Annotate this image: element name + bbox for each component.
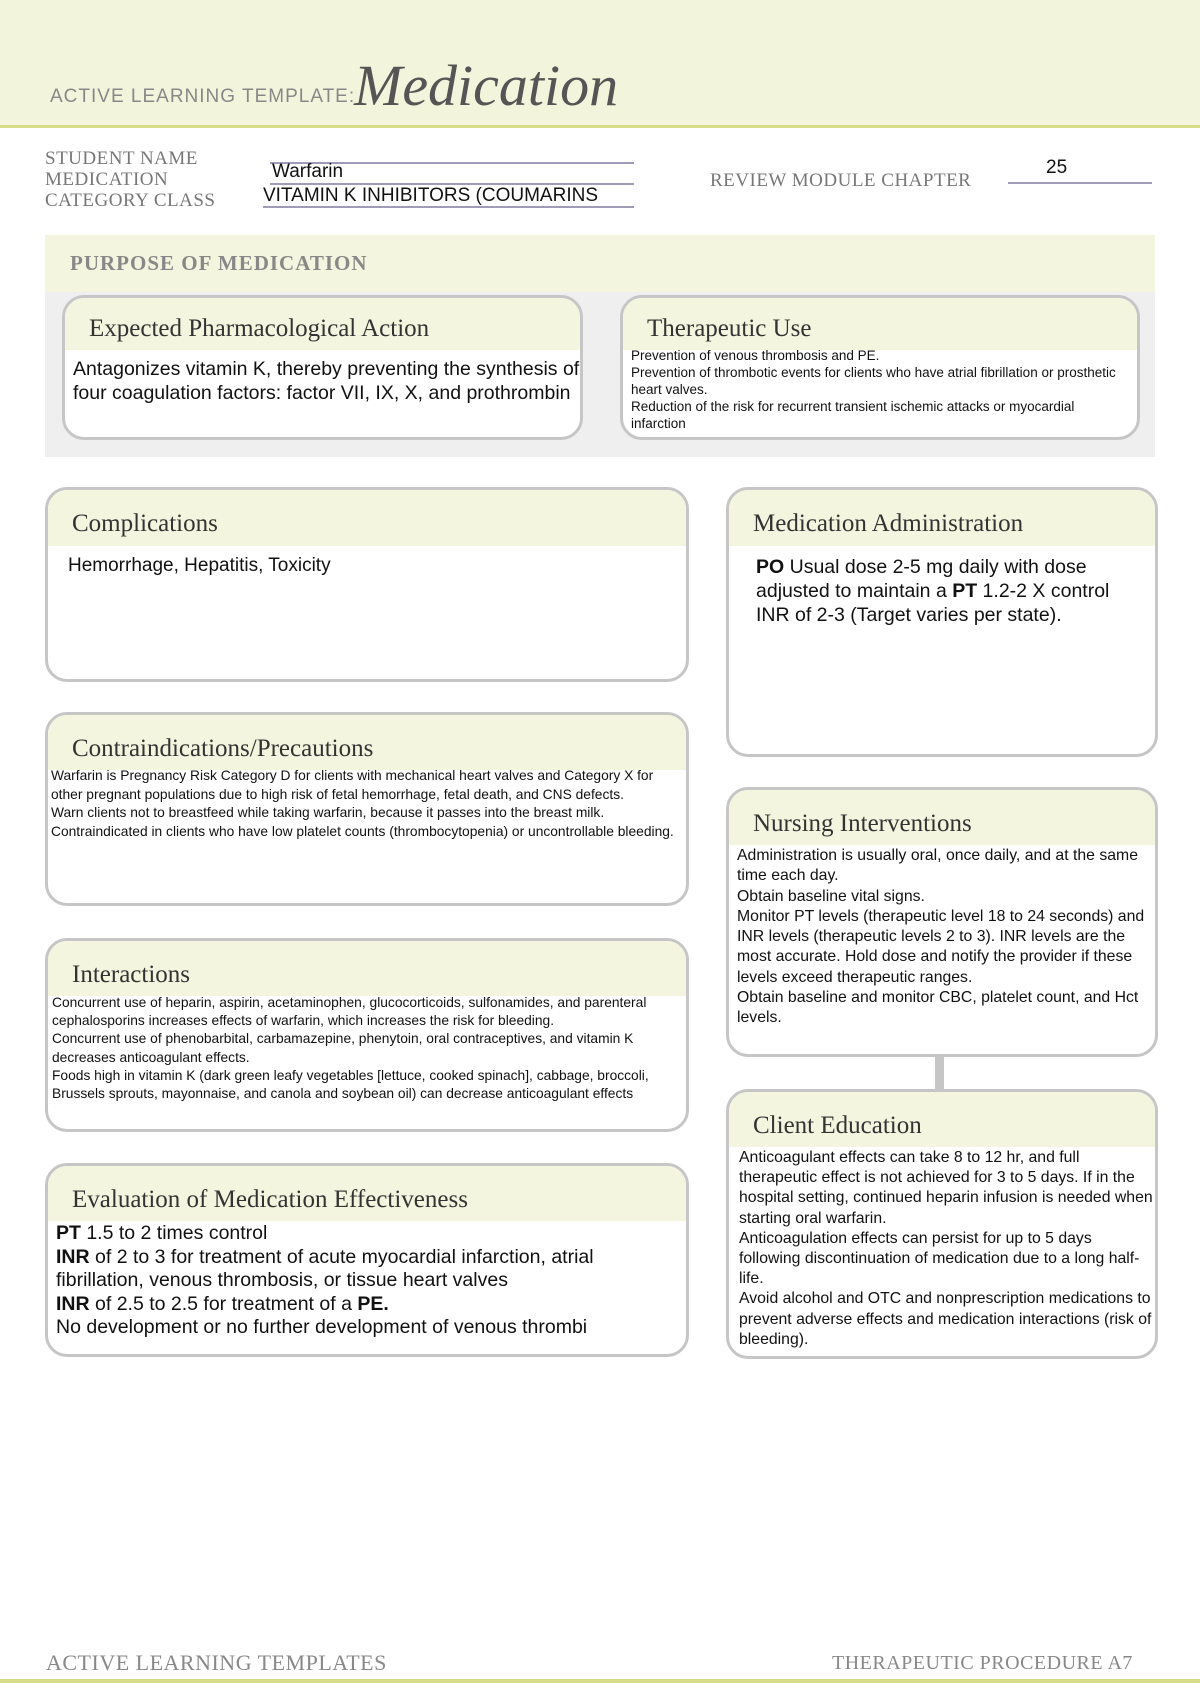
therapeutic-use-line: Prevention of venous thrombosis and PE. (631, 348, 880, 363)
evaluation-pe-label: PE. (357, 1292, 389, 1315)
administration-text (756, 555, 1143, 627)
therapeutic-use-body (623, 347, 1137, 432)
contraindication-line: Warn clients not to breastfeed while taking warfarin, because it passes into the breast milk. (51, 805, 605, 820)
client-education-body (729, 1147, 1155, 1350)
category-class-label: CATEGORY CLASS (45, 190, 216, 211)
evaluation-title: Evaluation of Medication Effectiveness (48, 1166, 686, 1221)
expected-action-text: Antagonizes vitamin K, thereby preventing the synthesis of four coagulation factors: factor VII, IX, X, and prothrombin (73, 358, 580, 404)
expected-action-box (62, 295, 583, 440)
review-module-line (1008, 182, 1152, 184)
administration-text-a: Usual dose 2-5 mg daily with dose adjusted to maintain a (756, 556, 1087, 602)
box-connector (935, 1055, 944, 1089)
review-module-label: REVIEW MODULE CHAPTER (710, 170, 972, 191)
expected-action-title: Expected Pharmacological Action (65, 298, 580, 350)
evaluation-line-thrombi: No development or no further development of venous thrombi (56, 1316, 588, 1338)
interactions-body (48, 994, 686, 1103)
interaction-line: Concurrent use of phenobarbital, carbamazepine, phenytoin, oral contraceptives, and vitamin K decreases anticoagulant effects. (52, 1031, 634, 1065)
therapeutic-use-title: Therapeutic Use (623, 298, 1137, 350)
complications-title: Complications (48, 490, 686, 546)
student-name-label: STUDENT NAME (45, 148, 198, 169)
client-education-line: Anticoagulant effects can take 8 to 12 hr, and full therapeutic effect is not achieved for 3 to 5 days. If in the hospital setting, continued heparin infusion is needed when starting oral warfarin. (739, 1149, 1153, 1227)
nursing-body (729, 845, 1155, 1029)
evaluation-inr-pe-text: of 2.5 to 2.5 for treatment of a (89, 1292, 358, 1315)
evaluation-body (48, 1221, 686, 1340)
therapeutic-use-line: Reduction of the risk for recurrent transient ischemic attacks or myocardial infarction (631, 399, 1075, 431)
contraindications-title: Contraindications/Precautions (48, 715, 686, 770)
category-class-line (263, 206, 634, 208)
template-title: Medication (354, 53, 619, 118)
client-education-line: Anticoagulation effects can persist for up to 5 days following discontinuation of medication due to a long half-life. (739, 1229, 1140, 1288)
nursing-line: Administration is usually oral, once daily, and at the same time each day. (737, 847, 1138, 885)
template-label: ACTIVE LEARNING TEMPLATE: (50, 86, 356, 107)
footer-line (0, 1679, 1200, 1683)
contraindication-line: Warfarin is Pregnancy Risk Category D for clients with mechanical heart valves and Category X for other pregnant populations due to high risk of fetal hemorrhage, fetal death, and CNS defects. (51, 768, 654, 802)
administration-box (726, 487, 1158, 757)
administration-title: Medication Administration (729, 490, 1155, 546)
interactions-title: Interactions (48, 941, 686, 996)
evaluation-inr-text: of 2 to 3 for treatment of acute myocardial infarction, atrial fibrillation, venous thrombosis, or tissue heart valves (56, 1245, 594, 1291)
client-education-box (726, 1089, 1158, 1359)
evaluation-line-inr (56, 1246, 676, 1293)
expected-action-body (65, 350, 580, 405)
client-education-title: Client Education (729, 1092, 1155, 1147)
interaction-line: Foods high in vitamin K (dark green leafy vegetables [lettuce, cooked spinach], cabbage, broccoli, Brussels sprouts, mayonnaise, and canola and soybean oil) can decrease anticoagulant effects (52, 1067, 649, 1102)
review-module-value[interactable]: 25 (1046, 157, 1068, 178)
administration-route: PO (756, 556, 785, 578)
client-education-line: Avoid alcohol and OTC and nonprescription medications to prevent adverse effects and medication interactions (risk of bleeding). (739, 1290, 1152, 1348)
nursing-line: Monitor PT levels (therapeutic level 18 to 24 seconds) and INR levels (therapeutic levels 2 to 3). INR levels are the most accurate. Hold dose and notify the provider if these levels exceed therapeutic ranges. (737, 907, 1145, 986)
complications-body (48, 546, 686, 577)
medication-label: MEDICATION (45, 169, 169, 190)
interactions-box (45, 938, 689, 1132)
nursing-box (726, 787, 1158, 1057)
nursing-line: Obtain baseline and monitor CBC, platelet count, and Hct levels. (737, 989, 1139, 1027)
complications-box (45, 487, 689, 682)
footer-left: ACTIVE LEARNING TEMPLATES (46, 1650, 387, 1675)
evaluation-line-inr-pe (56, 1293, 676, 1317)
evaluation-inr-pe-label: INR (56, 1292, 90, 1315)
contraindication-line: Contraindicated in clients who have low platelet counts (thrombocytopenia) or uncontrollable bleeding. (51, 823, 674, 839)
interaction-line: Concurrent use of heparin, aspirin, acetaminophen, glucocorticoids, sulfonamides, and parenteral cephalosporins increases effects of warfarin, which increases the risk for bleeding. (52, 995, 647, 1029)
administration-pt: PT (952, 580, 978, 602)
administration-text-b: 1.2-2 X control INR of 2-3 (Target varies per state). (756, 580, 1110, 626)
evaluation-line-pt (56, 1222, 676, 1246)
nursing-line: Obtain baseline vital signs. (737, 887, 925, 905)
complications-text: Hemorrhage, Hepatitis, Toxicity (68, 555, 331, 576)
evaluation-box (45, 1163, 689, 1357)
evaluation-pt-text: 1.5 to 2 times control (80, 1222, 268, 1244)
category-class-value[interactable]: VITAMIN K INHIBITORS (COUMARINS (263, 185, 598, 206)
contraindications-box (45, 712, 689, 906)
evaluation-pt-label: PT (56, 1222, 81, 1244)
medication-value[interactable]: Warfarin (272, 161, 344, 182)
administration-body (729, 546, 1155, 627)
footer-right: THERAPEUTIC PROCEDURE A7 (832, 1652, 1133, 1674)
nursing-title: Nursing Interventions (729, 790, 1155, 845)
therapeutic-use-box (620, 295, 1140, 440)
contraindications-body (48, 767, 686, 841)
purpose-title: PURPOSE OF MEDICATION (70, 251, 368, 275)
therapeutic-use-line: Prevention of thrombotic events for clients who have atrial fibrillation or prosthetic heart valves. (631, 365, 1116, 397)
evaluation-inr-label: INR (56, 1245, 90, 1268)
